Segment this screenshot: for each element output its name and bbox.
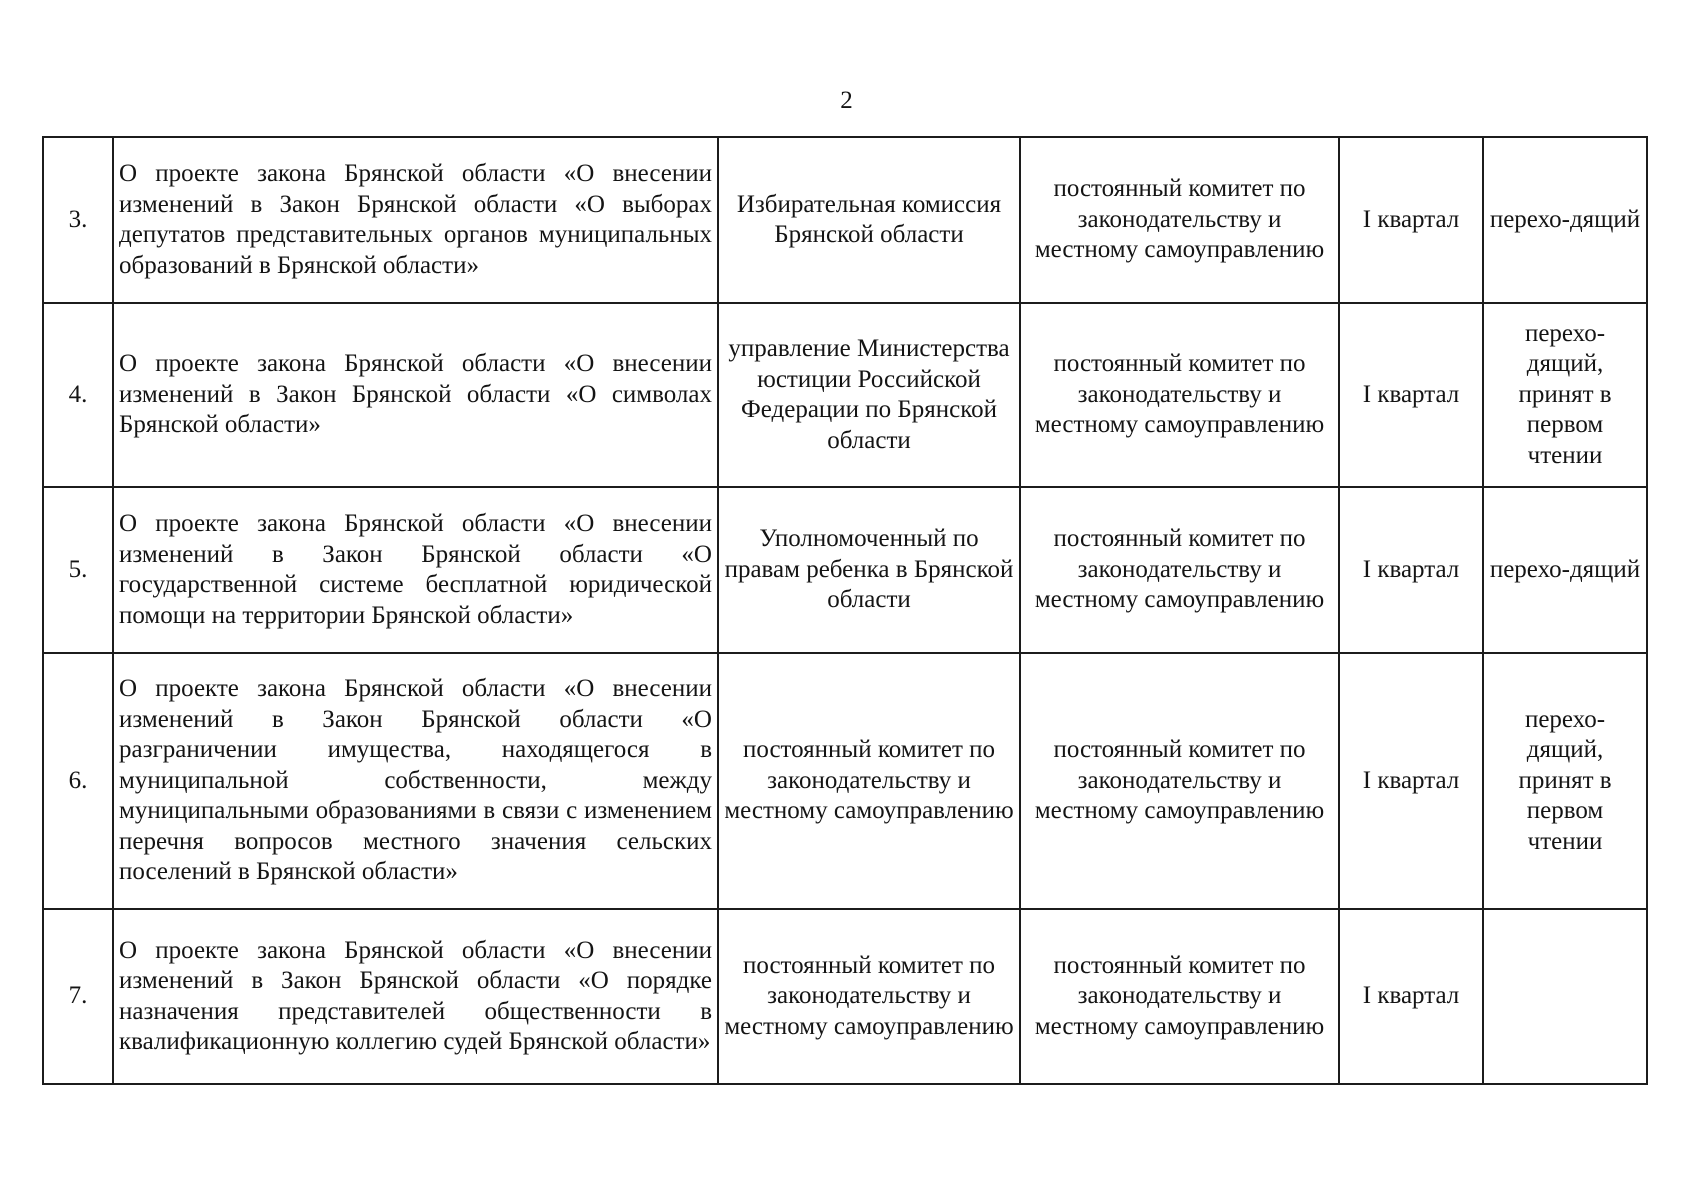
responsible-committee: постоянный комитет по законодательству и местному самоуправлению [1020,909,1339,1084]
bill-title: О проекте закона Брянской области «О внесении изменений в Закон Брянской области «О выборах депутатов представительных органов муниципальных образований в Брянской области» [113,137,718,303]
term: I квартал [1339,137,1483,303]
initiator: управление Министерства юстиции Российской Федерации по Брянской области [718,303,1020,487]
table-row [43,303,1647,487]
term: I квартал [1339,653,1483,909]
row-number: 4. [43,303,113,487]
row-number: 6. [43,653,113,909]
note: перехо-дящий [1483,137,1647,303]
responsible-committee: постоянный комитет по законодательству и местному самоуправлению [1020,487,1339,653]
bill-title: О проекте закона Брянской области «О внесении изменений в Закон Брянской области «О порядке назначения представителей общественности в квалификационную коллегию судей Брянской области» [113,909,718,1084]
note: перехо-дящий, принят в первом чтении [1483,303,1647,487]
responsible-committee: постоянный комитет по законодательству и местному самоуправлению [1020,137,1339,303]
table-row [43,137,1647,303]
note [1483,909,1647,1084]
bill-title: О проекте закона Брянской области «О внесении изменений в Закон Брянской области «О символах Брянской области» [113,303,718,487]
responsible-committee: постоянный комитет по законодательству и местному самоуправлению [1020,303,1339,487]
term: I квартал [1339,487,1483,653]
initiator: Уполномоченный по правам ребенка в Брянской области [718,487,1020,653]
term: I квартал [1339,909,1483,1084]
legislative-plan-table [42,136,1648,1085]
note: перехо-дящий, принят в первом чтении [1483,653,1647,909]
table-row [43,909,1647,1084]
table-row [43,487,1647,653]
responsible-committee: постоянный комитет по законодательству и местному самоуправлению [1020,653,1339,909]
note: перехо-дящий [1483,487,1647,653]
row-number: 7. [43,909,113,1084]
page-number: 2 [840,87,853,114]
initiator: Избирательная комиссия Брянской области [718,137,1020,303]
table-row [43,653,1647,909]
bill-title: О проекте закона Брянской области «О внесении изменений в Закон Брянской области «О разграничении имущества, находящегося в муниципальной собственности, между муниципальными образованиями в связи с изменением перечня вопросов местного значения сельских поселений в Брянской области» [113,653,718,909]
row-number: 3. [43,137,113,303]
bill-title: О проекте закона Брянской области «О внесении изменений в Закон Брянской области «О государственной системе бесплатной юридической помощи на территории Брянской области» [113,487,718,653]
term: I квартал [1339,303,1483,487]
initiator: постоянный комитет по законодательству и местному самоуправлению [718,653,1020,909]
initiator: постоянный комитет по законодательству и местному самоуправлению [718,909,1020,1084]
row-number: 5. [43,487,113,653]
